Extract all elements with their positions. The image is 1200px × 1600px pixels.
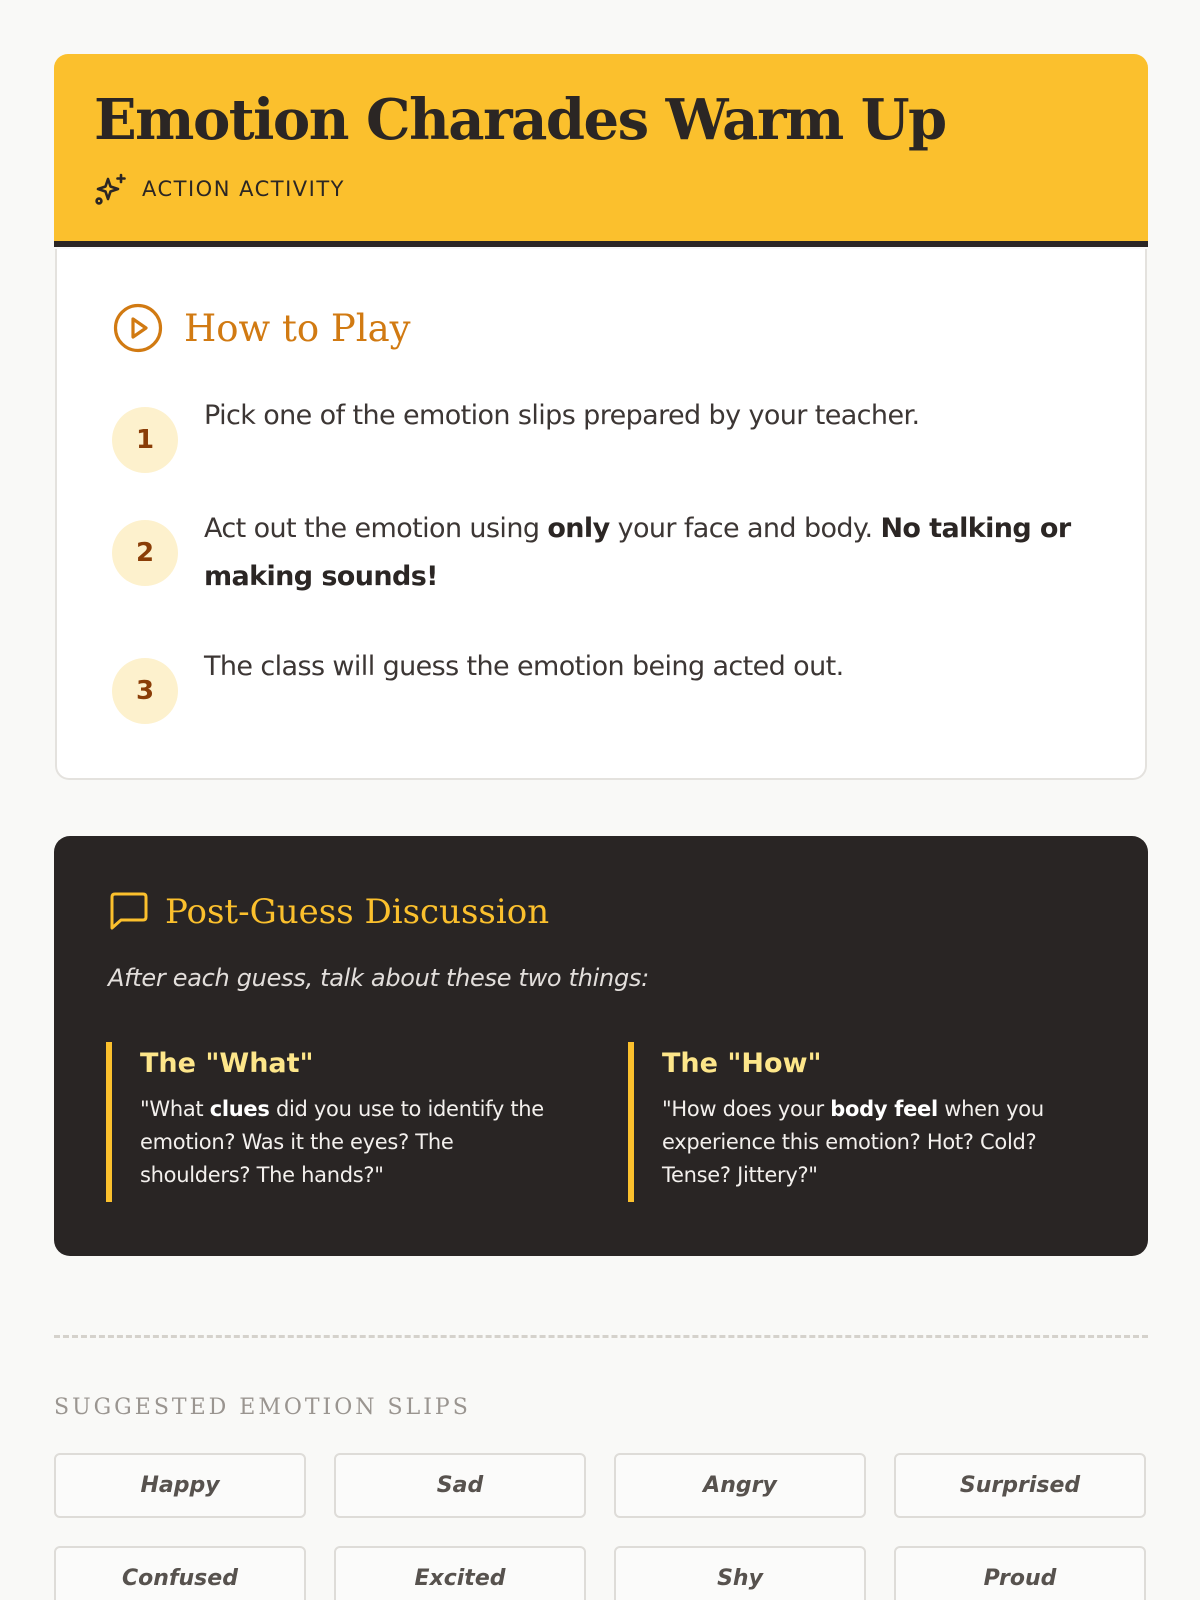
step-text: Pick one of the emotion slips prepared by your teacher. bbox=[204, 400, 920, 431]
slips-section-label: SUGGESTED EMOTION SLIPS bbox=[54, 1395, 471, 1420]
emotion-slip: Angry bbox=[614, 1453, 866, 1518]
emotion-slip: Excited bbox=[334, 1546, 586, 1600]
emotion-slip: Sad bbox=[334, 1453, 586, 1518]
discussion-point-what bbox=[106, 1042, 566, 1202]
discussion-card bbox=[54, 836, 1148, 1256]
emotion-slip: Proud bbox=[894, 1546, 1146, 1600]
step-number-badge: 3 bbox=[112, 658, 178, 724]
point-body: "What clues did you use to identify the emotion? Was it the eyes? The shoulders? The hands?" bbox=[140, 1097, 544, 1187]
step-text: The class will guess the emotion being acted out. bbox=[204, 651, 844, 682]
section-divider bbox=[54, 1335, 1148, 1338]
step-text: Act out the emotion using only your face and body. No talking or making sounds! bbox=[204, 513, 1071, 592]
discussion-title: Post-Guess Discussion bbox=[165, 892, 550, 932]
how-to-play-title: How to Play bbox=[184, 306, 411, 350]
point-title: The "How" bbox=[662, 1048, 822, 1079]
activity-header bbox=[54, 54, 1148, 247]
activity-type-row bbox=[94, 172, 345, 206]
discussion-heading bbox=[107, 890, 549, 934]
activity-type-label: ACTION ACTIVITY bbox=[142, 177, 345, 201]
step-number-badge: 2 bbox=[112, 520, 178, 586]
discussion-point-how bbox=[628, 1042, 1088, 1202]
how-to-play-heading bbox=[112, 302, 411, 354]
how-to-play-card bbox=[55, 249, 1147, 780]
discussion-intro: After each guess, talk about these two things: bbox=[108, 964, 649, 992]
emotion-slip: Happy bbox=[54, 1453, 306, 1518]
step-number-badge: 1 bbox=[112, 407, 178, 473]
play-circle-icon bbox=[112, 302, 164, 354]
point-title: The "What" bbox=[140, 1048, 314, 1079]
chat-bubble-icon bbox=[107, 890, 151, 934]
page-title: Emotion Charades Warm Up bbox=[94, 87, 946, 153]
emotion-slip: Shy bbox=[614, 1546, 866, 1600]
point-body: "How does your body feel when you experience this emotion? Hot? Cold? Tense? Jittery?" bbox=[662, 1097, 1044, 1187]
sparkles-icon bbox=[94, 172, 128, 206]
emotion-slip: Surprised bbox=[894, 1453, 1146, 1518]
emotion-slip: Confused bbox=[54, 1546, 306, 1600]
